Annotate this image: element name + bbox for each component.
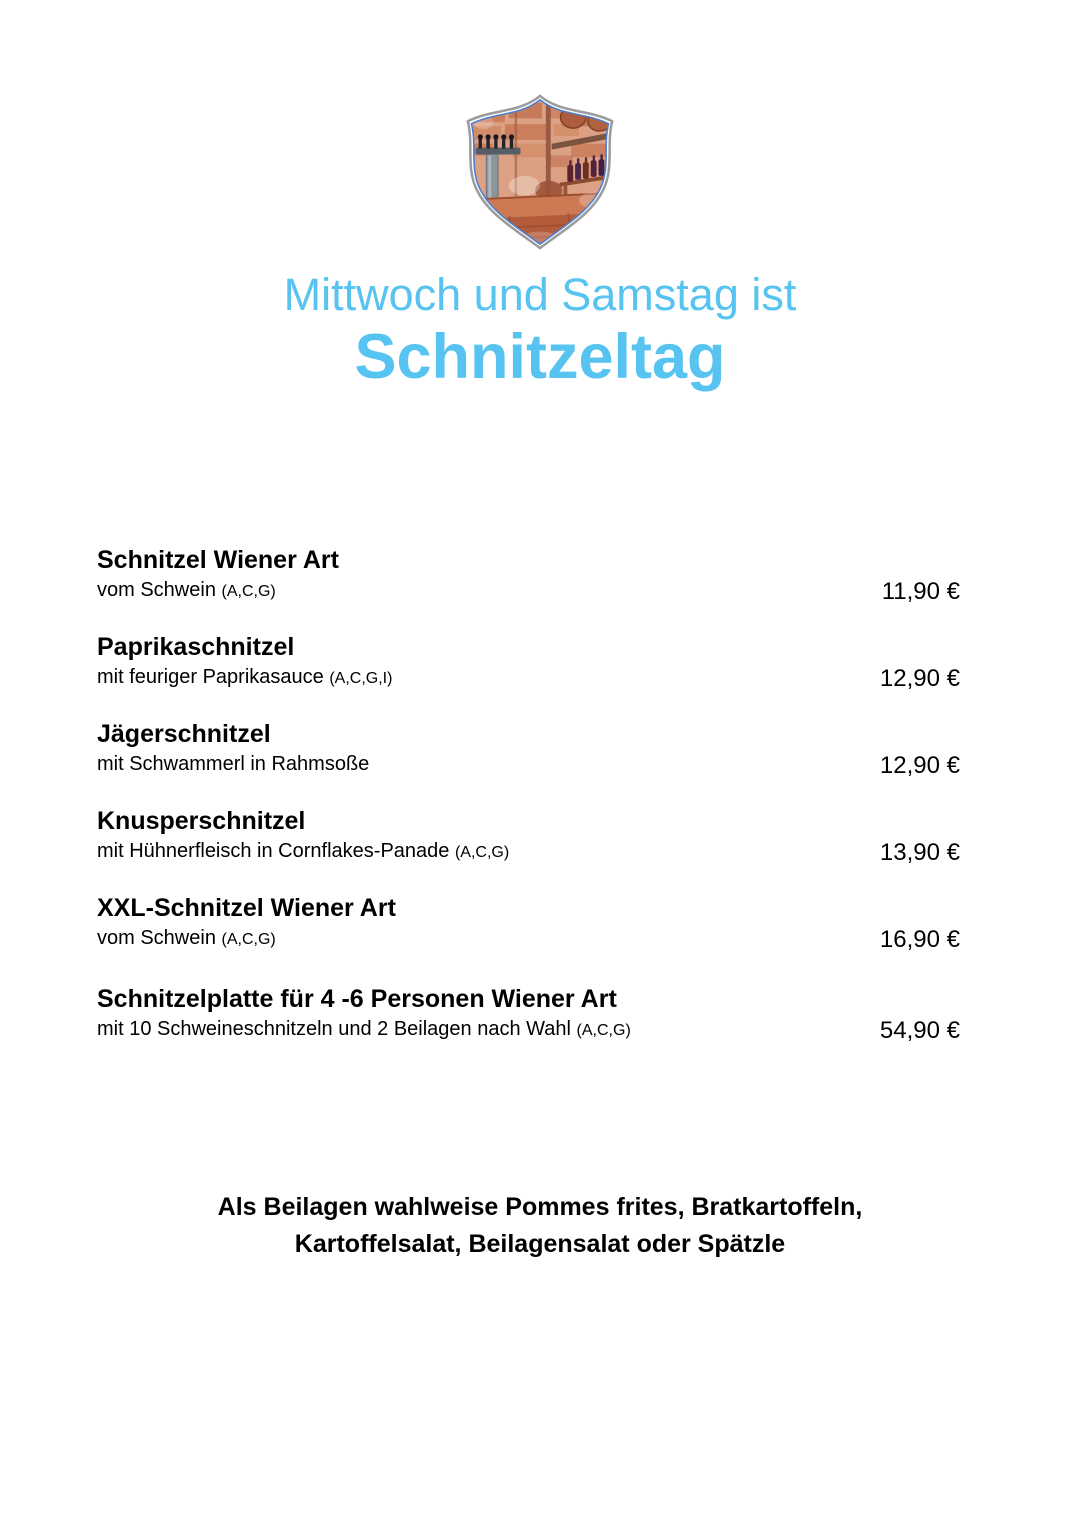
item-name: Knusperschnitzel bbox=[97, 807, 306, 835]
item-price: 16,90 € bbox=[879, 926, 960, 953]
item-description: mit 10 Schweineschnitzeln und 2 Beilagen nach Wahl (A,C,G) bbox=[97, 1018, 631, 1040]
allergen-codes: (A,C,G,I) bbox=[329, 670, 393, 687]
item-name: Paprikaschnitzel bbox=[97, 633, 295, 661]
sides-note-line1: Als Beilagen wahlweise Pommes frites, Bratkartoffeln, bbox=[217, 1193, 863, 1221]
item-name: XXL-Schnitzel Wiener Art bbox=[97, 894, 396, 922]
sides-note-line2: Kartoffelsalat, Beilagensalat oder Spätzle bbox=[294, 1230, 786, 1258]
logo-container bbox=[0, 0, 1080, 251]
allergen-codes: (A,C,G) bbox=[221, 931, 276, 948]
item-name: Schnitzelplatte für 4 -6 Personen Wiener Art bbox=[97, 985, 617, 1013]
item-name: Schnitzel Wiener Art bbox=[97, 546, 339, 574]
menu-item bbox=[97, 984, 960, 1045]
item-description: mit feuriger Paprikasauce (A,C,G,I) bbox=[97, 666, 393, 688]
item-description: mit Schwammerl in Rahmsoße bbox=[97, 753, 370, 775]
item-price: 54,90 € bbox=[879, 1017, 960, 1044]
menu-item bbox=[97, 719, 960, 780]
item-description: mit Hühnerfleisch in Cornflakes-Panade (A,C,G) bbox=[97, 840, 510, 862]
allergen-codes: (A,C,G) bbox=[576, 1022, 631, 1039]
page-title: Schnitzeltag bbox=[354, 322, 726, 392]
item-description: vom Schwein (A,C,G) bbox=[97, 927, 276, 949]
bar-crest-shield-icon bbox=[455, 93, 625, 251]
item-price: 12,90 € bbox=[879, 665, 960, 692]
header-subtitle: Mittwoch und Samstag ist bbox=[283, 269, 797, 320]
allergen-codes: (A,C,G) bbox=[454, 844, 510, 861]
item-name: Jägerschnitzel bbox=[97, 720, 271, 748]
menu-item bbox=[97, 893, 960, 954]
menu-item bbox=[97, 632, 960, 693]
menu-item bbox=[97, 545, 960, 606]
item-price: 13,90 € bbox=[879, 839, 960, 866]
menu-item bbox=[97, 806, 960, 867]
item-price: 12,90 € bbox=[879, 752, 960, 779]
item-description: vom Schwein (A,C,G) bbox=[97, 579, 276, 601]
allergen-codes: (A,C,G) bbox=[221, 583, 276, 600]
item-price: 11,90 € bbox=[881, 578, 960, 605]
menu-list bbox=[97, 545, 960, 1045]
sides-note bbox=[0, 1189, 1080, 1263]
